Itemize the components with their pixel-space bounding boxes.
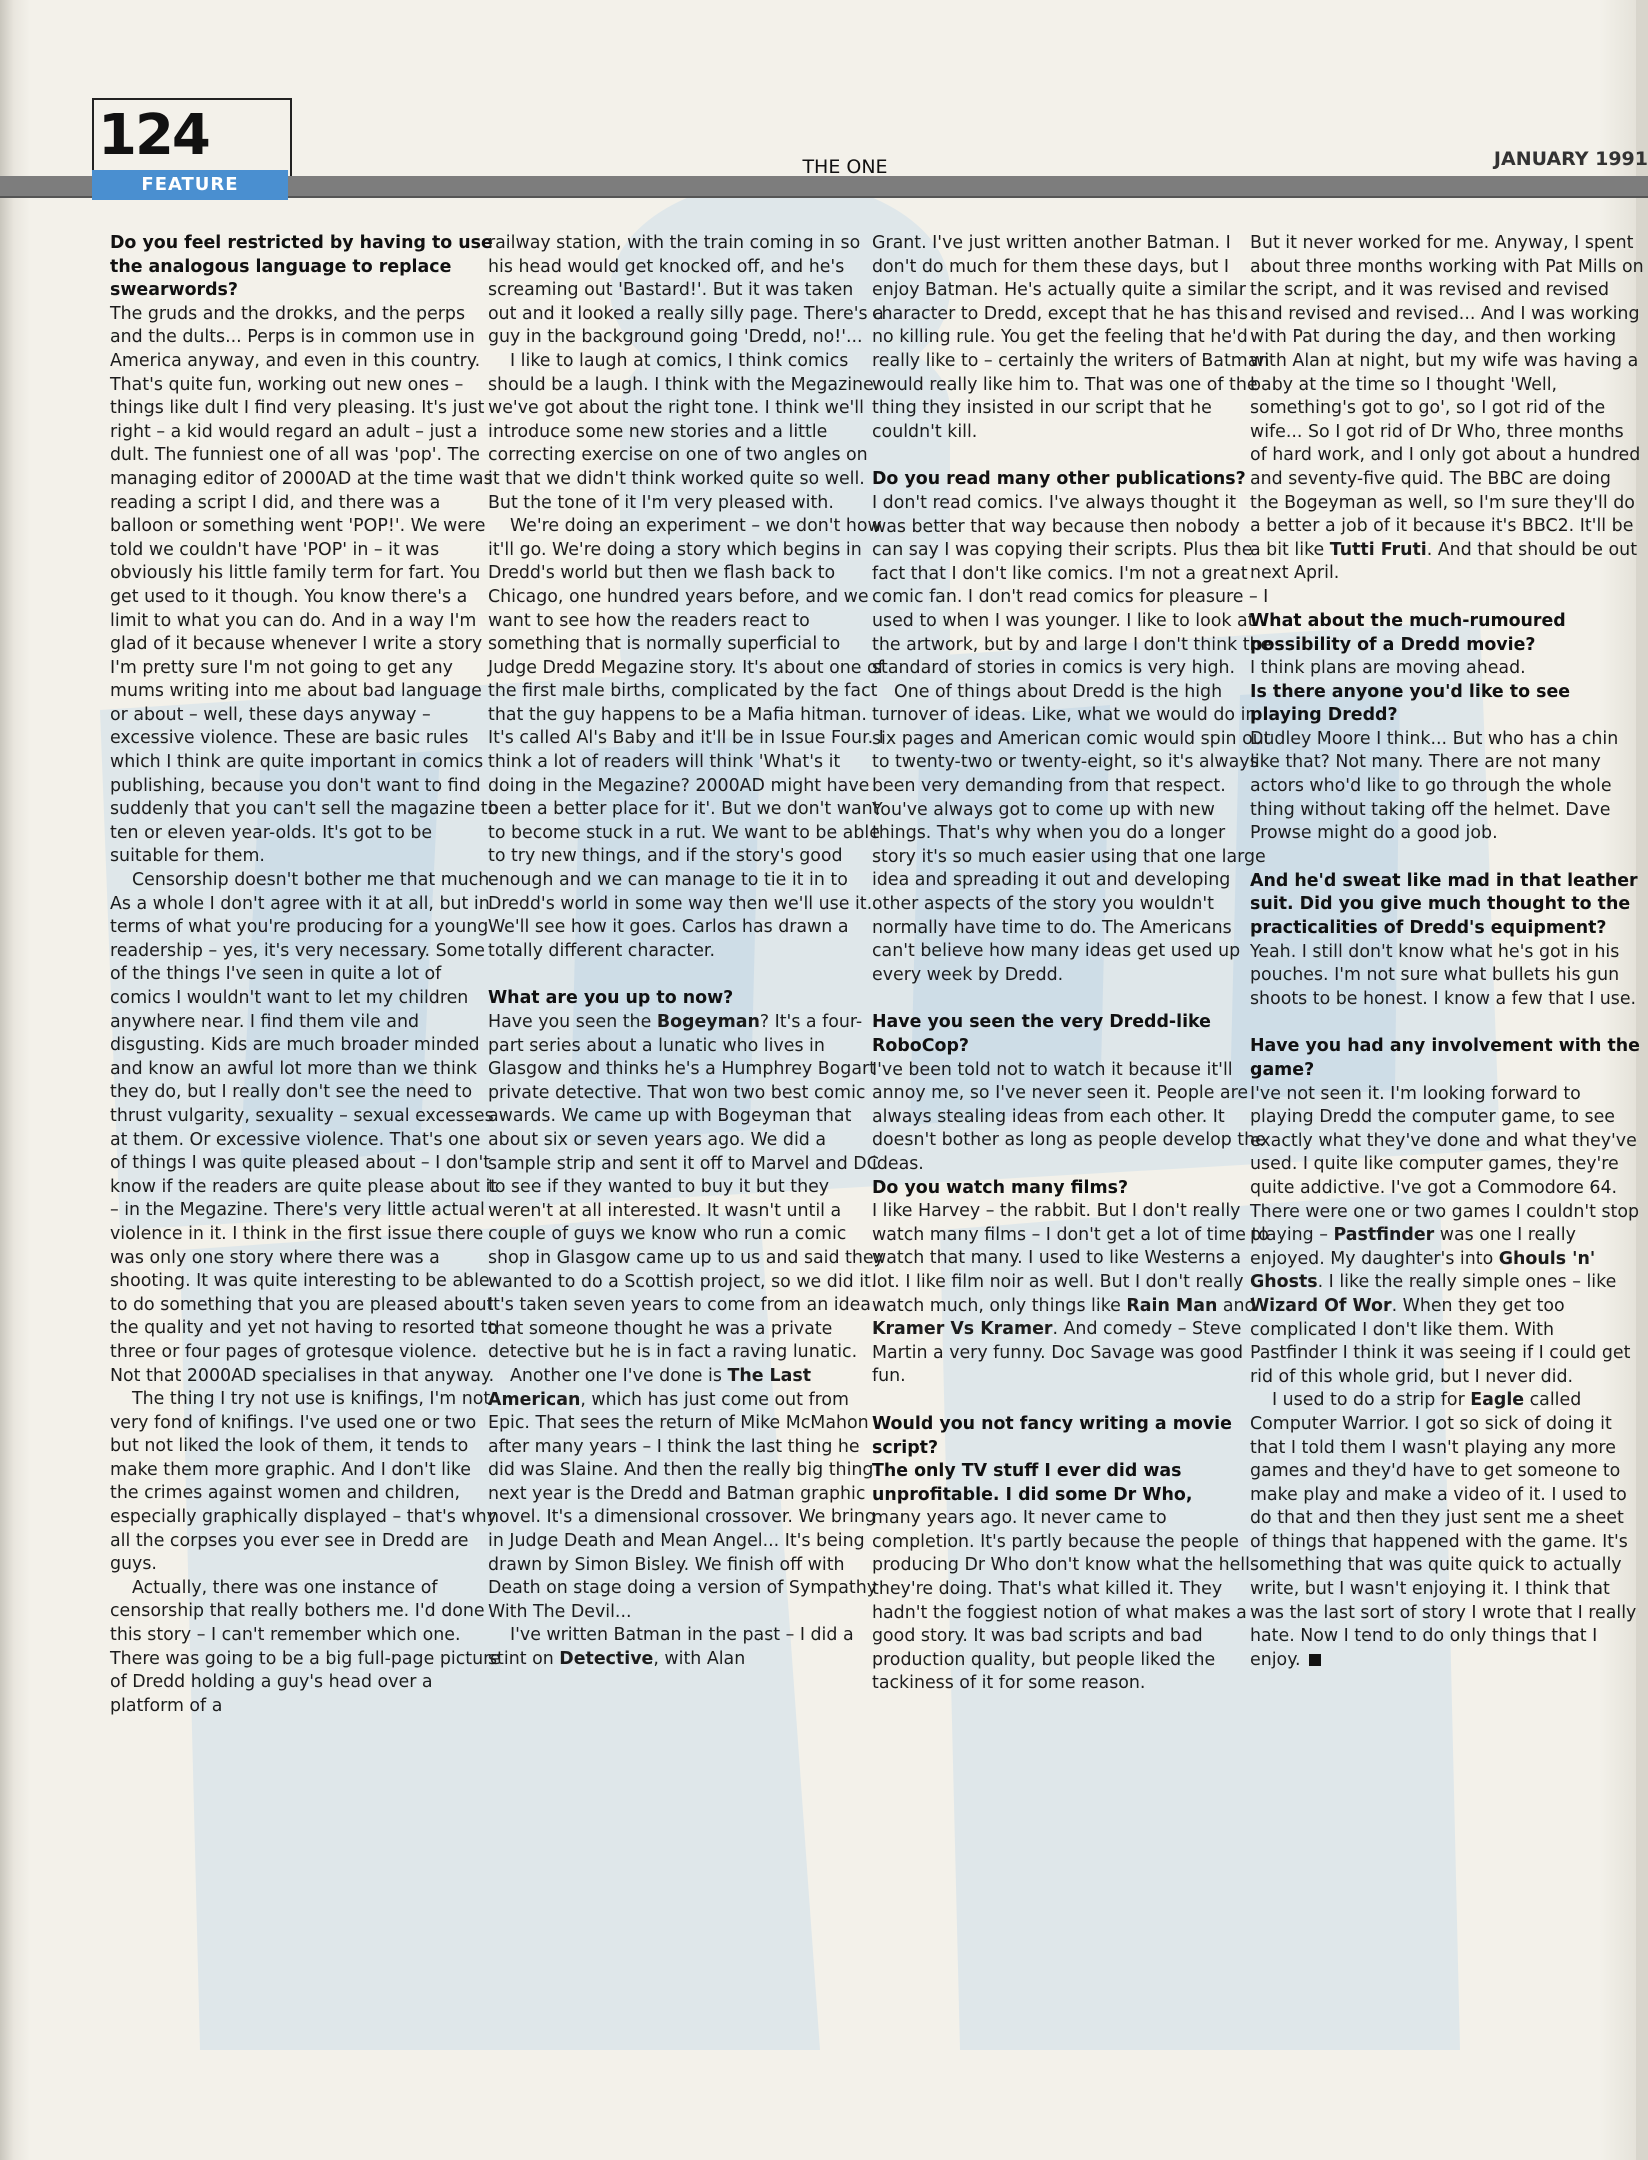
answer-paragraph — [1250, 1389, 1644, 1672]
question-heading: Do you feel restricted by having to use the analogous language to replace swearwords? — [110, 233, 493, 301]
answer-lead-in: The only TV stuff I ever did was unprofitable. I did some Dr Who, — [872, 1461, 1193, 1505]
title-reference: Bogeyman — [656, 1012, 760, 1032]
title-reference: Kramer Vs Kramer — [872, 1319, 1053, 1340]
text-run: . When they get too complicated I don't like them. With Pastfinder I think it was seeing if I could get rid of this whole grid, but I never did. — [1250, 1295, 1631, 1387]
answer-paragraph: The gruds and the drokks, and the perps and the dults... Perps is in common use in America anyway, and even in this country. That's quite fun, working out new ones – things like dult I find very pleasing. It's just right – a kid would regard an adult – just a dult. The funniest one of all was 'pop'. The managing editor of 2000AD at the time was reading a script I did, and there was a balloon or something went 'POP!'. We were told we couldn't have 'POP' in – it was obviously his little family term for fart. You get used to it though. You know there's a limit to what you can do. And in a way I'm glad of it because whenever I write a story I'm pretty sure I'm not going to get any mums writing into me about bad language or about – well, these days anyway – excessive violence. These are basic rules which I think are quite important in comics publishing, because you don't want to find suddenly that you can't sell the magazine to ten or eleven year-olds. It's got to be suitable for them. — [110, 303, 499, 867]
question-heading: And he'd sweat like mad in that leather suit. Did you give much thought to the practicalities of Dredd's equipment? — [1250, 870, 1638, 939]
answer-paragraph: railway station, with the train coming in so his head would get knocked off, and he's screaming out 'Bastard!'. But it was taken out and it looked a really silly page. There's a guy in the background going 'Dredd, no!'... — [488, 233, 884, 348]
answer-paragraph: I've been told not to watch it because it'll annoy me, so I've never seen it. People are always stealing ideas from each other. It doesn't bother as long as people develop the ideas. — [872, 1059, 1266, 1174]
answer-paragraph: Actually, there was one instance of censorship that really bothers me. I'd done this story – I can't remember which one. There was going to be a big full-page picture of Dredd holding a guy's head over a platform of a — [110, 1577, 501, 1716]
title-reference: Ghouls 'n' Ghosts — [1250, 1248, 1596, 1293]
answer-paragraph: Censorship doesn't bother me that much. As a whole I don't agree with it at all, but in terms of what you're producing for a young readership – yes, it's very necessary. Some of the things I've seen in quite a lot of comics I wouldn't want to let my children anywhere near. I find them vile and disgusting. Kids are much broader minded and know an awful lot more than we think they do, but I really don't see the need to thrust vulgarity, sexuality – sexual excesses at them. Or excessive violence. That's one of things I was quite pleased about – I don't know if the readers are quite please about it – in the Megazine. There's very little actual violence in it. I think in the first issue there was only one story where there was a shooting. It was quite interesting to be able to do something that you are pleased about the quality and yet not having to resorted to three or four pages of grotesque violence. Not that 2000AD specialises in that anyway. — [110, 870, 498, 1386]
text-run: But it never worked for me. Anyway, I spent about three months working with Pat Mills on the script, and it was revised and revised and revised and revised... And I was working with Pat during the day, and then working with Alan at night, but my wife was having a baby at the time so I thought 'Well, something's got to go', so I got rid of the wife... So I got rid of Dr Who, three months of hard work, and I only got about a hundred and seventy-five quid. The BBC are doing the Bogeyman as well, so I'm sure they'll do a better a job of it because it's BBC2. It'll be a bit like — [1250, 233, 1644, 560]
section-tag: FEATURE — [92, 170, 288, 200]
question-heading: Would you not fancy writing a movie script? — [872, 1413, 1232, 1458]
question-heading: What are you up to now? — [488, 988, 734, 1009]
article-column-2 — [488, 232, 884, 1672]
answer-paragraph: I don't read comics. I've always thought it was better that way because then nobody can say I was copying their scripts. Plus the fact that I don't like comics. I'm not a great comic fan. I don't read comics for pleasure – I used to when I was younger. I like to look at the artwork, but by and large I don't think the standard of stories in comics is very high. — [872, 492, 1272, 679]
answer-paragraph: The thing I try not use is knifings, I'm not very fond of knifings. I've used one or two but not liked the look of them, it tends to make them more graphic. And I don't like the crimes against women and children, especially graphically displayed – that's why all the corpses you ever see in Dredd are guys. — [110, 1389, 497, 1575]
question-heading: What about the much-rumoured possibility of a Dredd movie? — [1250, 610, 1566, 655]
magazine-name: THE ONE — [802, 156, 888, 178]
article-column-3 — [872, 232, 1272, 1696]
text-run: was one I really enjoyed. My daughter's into — [1250, 1225, 1576, 1269]
title-reference: Detective — [559, 1649, 654, 1670]
title-reference: Tutti Fruti — [1329, 539, 1427, 560]
end-of-article-square-icon — [1309, 1654, 1321, 1666]
title-reference: The Last American — [488, 1365, 812, 1410]
text-run: ? It's a four-part series about a lunatic who lives in Glasgow and thinks he's a Humphrey Bogart private detective. That won two best comic awards. We came up with Bogeyman that about six or seven years ago. We did a sample strip and sent it off to Marvel and DC to see if they wanted to buy it but they weren't at all interested. It wasn't until a couple of guys we know who run a comic shop in Glasgow came up to us and said they wanted to do a Scottish project, so we did it. It's taken seven years to come from an idea that someone thought he was a private detective but he is in fact a raving lunatic. — [488, 1012, 884, 1363]
answer-paragraph — [488, 1011, 884, 1365]
issue-date: JANUARY 1991 — [1493, 148, 1648, 170]
text-run: I've written Batman in the past – I did a stint on — [488, 1625, 854, 1670]
answer-paragraph: One of things about Dredd is the high turnover of ideas. Like, what we would do in six pages and American comic would spin out to twenty-two or twenty-eight, so it's always been very demanding from that respect. You've always got to come up with new things. That's why when you do a longer story it's so much easier using that one large idea and spreading it out and developing other aspects of the story you wouldn't normally have time to do. The Americans can't believe how many ideas get used up every week by Dredd. — [872, 681, 1271, 985]
title-reference: Wizard Of Wor — [1250, 1295, 1392, 1316]
question-heading: Is there anyone you'd like to see playing Dredd? — [1250, 681, 1571, 726]
text-run: I used to do a strip for — [1272, 1390, 1471, 1411]
text-run: . And comedy – Steve Martin a very funny. Doc Savage was good fun. — [872, 1319, 1244, 1387]
answer-paragraph: Grant. I've just written another Batman. I don't do much for them these days, but I enjoy Batman. He's actually quite a similar character to Dredd, except that he has this no killing rule. You get the feeling that he'd really like to – certainly the writers of Batman would really like him to. That was one of the thing they insisted in our script that he couldn't kill. — [872, 233, 1270, 442]
question-heading: Have you seen the very Dredd-like RoboCop? — [872, 1012, 1211, 1056]
answer-paragraph — [872, 1200, 1272, 1389]
text-run: and — [1217, 1295, 1256, 1316]
text-run: , with Alan — [653, 1649, 746, 1670]
question-heading: Do you watch many films? — [872, 1177, 1129, 1198]
article-column-1 — [110, 232, 502, 1718]
text-run: , which has just come out from Epic. That sees the return of Mike McMahon after many years – I think the last thing he did was Slaine. And then the really big thing next year is the Dredd and Batman graphic novel. It's a dimensional crossover. We bring in Judge Death and Mean Angel... It's being drawn by Simon Bisley. We finish off with Death on stage doing a version of Sympathy With The Devil... — [488, 1389, 878, 1622]
text-run: . I like the really simple ones – like — [1317, 1272, 1617, 1293]
answer-paragraph — [488, 1624, 884, 1671]
title-reference: Rain Man — [1126, 1295, 1218, 1316]
answer-paragraph: I like to laugh at comics, I think comics should be a laugh. I think with the Megazine we've got about the right tone. I think we'll introduce some new stories and a little correcting exercise on one of two angles on it that we didn't think worked quite so well. But the tone of it I'm very pleased with. — [488, 350, 874, 513]
text-run: Have you seen the — [488, 1012, 657, 1032]
answer-paragraph: We're doing an experiment – we don't how it'll go. We're doing a story which begins in Dredd's world but then we flash back to Chicago, one hundred years before, and we want to see how the readers react to something that is normally superficial to Judge Dredd Megazine story. It's about one of the first male births, complicated by the fact that the guy happens to be a Mafia hitman. It's called Al's Baby and it'll be in Issue Four. I think a lot of readers will think 'What's it doing in the Megazine? 2000AD might have been a better place for it'. But we don't want to become stuck in a rut. We want to be able to try new things, and if the story's good enough and we can manage to tie it in to Dredd's world in some way then we'll use it. We'll see how it goes. Carlos has drawn a totally different character. — [488, 516, 884, 961]
answer-paragraph: Dudley Moore I think... But who has a chin like that? Not many. There are not many actors who'd like to go through the whole thing without taking off the helmet. Dave Prowse might do a good job. — [1250, 728, 1619, 844]
text-run: I like Harvey – the rabbit. But I don't really watch many films – I don't get a lot of time to watch that many. I used to like Westerns a lot. I like film noir as well. But I don't really watch much, only things like — [872, 1201, 1269, 1316]
text-run: called Computer Warrior. I got so sick of doing it that I told them I wasn't playing any more games and they'd have to get someone to make play and make a video of it. I used to do that and then they just sent me a sheet of things that happened with the game. It's something that was quite quick to actually write, but I wasn't enjoying it. I think that was the last sort of story I wrote that I really hate. Now I tend to do only things that I enjoy. — [1250, 1390, 1637, 1670]
answer-paragraph: I think plans are moving ahead. — [1250, 658, 1526, 679]
question-heading: Have you had any involvement with the game? — [1250, 1036, 1640, 1080]
answer-paragraph — [1250, 232, 1644, 586]
answer-paragraph: Yeah. I still don't know what he's got in his pouches. I'm not sure what bullets his gun shoots to be honest. I know a few that I use. — [1250, 941, 1637, 1009]
question-heading: Do you read many other publications? — [872, 469, 1246, 490]
answer-paragraph — [1250, 1083, 1644, 1390]
text-run: Another one I've done is — [510, 1365, 728, 1386]
page-number: 124 — [98, 103, 209, 168]
answer-paragraph: many years ago. It never came to completion. It's partly because the people producing Dr Who don't know what the hell they're doing. That's what killed it. They hadn't the foggiest notion of what makes a good story. It was bad scripts and bad production quality, but people liked the tackiness of it for some reason. — [872, 1508, 1250, 1694]
text-run: . And that should be out next April. — [1250, 539, 1638, 584]
title-reference: Eagle — [1470, 1390, 1525, 1411]
title-reference: Pastfinder — [1333, 1225, 1435, 1246]
article-column-4 — [1250, 232, 1644, 1672]
answer-paragraph — [488, 1365, 884, 1625]
text-run: I've not seen it. I'm looking forward to playing Dredd the computer game, to see exactly what they've done and what they've used. I quite like computer games, they're quite addictive. I've got a Commodore 64. There were one or two games I couldn't stop playing – — [1250, 1083, 1640, 1246]
